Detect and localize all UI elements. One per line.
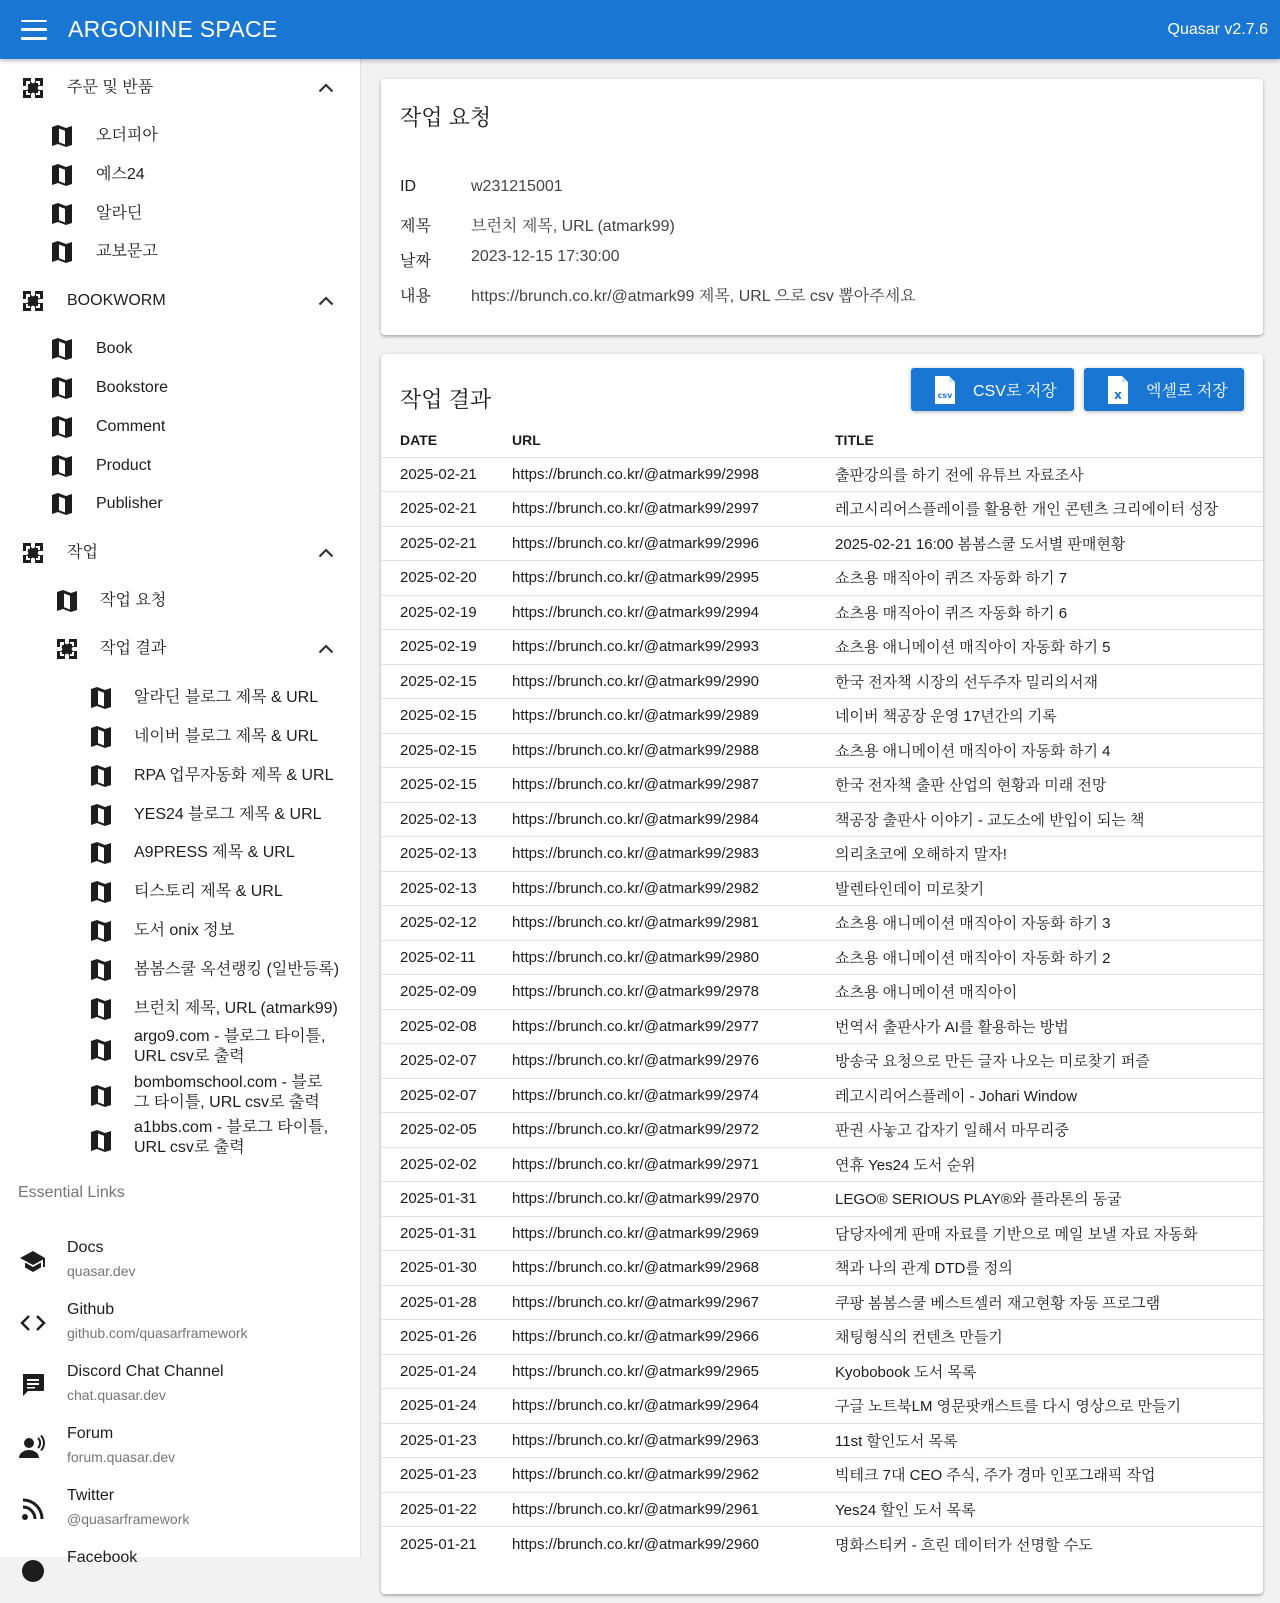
- svg-text:csv: csv: [937, 390, 953, 400]
- drawer-item-1-4-label: Publisher: [96, 495, 163, 513]
- date-cell: 2025-01-22: [381, 1492, 512, 1527]
- url-cell: https://brunch.co.kr/@atmark99/2988: [512, 733, 835, 768]
- url-cell: https://brunch.co.kr/@atmark99/2971: [512, 1147, 835, 1182]
- excel-file-icon: [1106, 375, 1130, 405]
- drawer-item-1-1-label: Bookstore: [96, 379, 169, 396]
- map-icon: [88, 763, 114, 789]
- csv-file-icon: [933, 375, 957, 405]
- date-cell: 2025-02-09: [381, 975, 512, 1010]
- table-row[interactable]: [381, 871, 1263, 906]
- title-cell: 출판강의를 하기 전에 유튜브 자료조사: [835, 457, 1263, 492]
- version-label: Quasar v2.7.6: [1167, 20, 1268, 38]
- title-cell: 쇼츠용 애니메이션 매직아이: [835, 975, 1263, 1010]
- table-row[interactable]: [381, 699, 1263, 734]
- table-row[interactable]: [381, 802, 1263, 837]
- title-cell: 쇼츠용 애니메이션 매직아이 자동화 하기 3: [835, 906, 1263, 941]
- date-cell: 2025-01-31: [381, 1182, 512, 1217]
- map-icon: [49, 239, 75, 265]
- drawer-multiline-item-1[interactable]: [0, 1071, 360, 1117]
- save-excel-label: 엑셀로 저장: [1146, 383, 1228, 400]
- chevron-up-icon[interactable]: [316, 639, 336, 659]
- title-cell: LEGO® SERIOUS PLAY®와 플라톤의 동굴: [835, 1182, 1263, 1217]
- table-row[interactable]: [381, 1285, 1263, 1320]
- essential-link-0[interactable]: [0, 1233, 360, 1293]
- url-cell: https://brunch.co.kr/@atmark99/2960: [512, 1527, 835, 1562]
- drawer-subitem-0[interactable]: [0, 678, 360, 718]
- title-cell: 쇼츠용 매직아이 퀴즈 자동화 하기 7: [835, 561, 1263, 596]
- request-field-value: 브런치 제목, URL (atmark99): [471, 218, 675, 235]
- drawer-item-1-0-label: Book: [96, 340, 133, 358]
- drawer-item-2-0[interactable]: [0, 581, 360, 621]
- title-cell: 쇼츠용 매직아이 퀴즈 자동화 하기 6: [835, 595, 1263, 630]
- map-icon: [88, 1128, 114, 1154]
- table-row[interactable]: [381, 1216, 1263, 1251]
- date-cell: 2025-02-21: [381, 526, 512, 561]
- puzzle-icon: [20, 288, 46, 314]
- table-row[interactable]: [381, 630, 1263, 665]
- drawer-multiline-line1: argo9.com - 블로그 타이틀,: [134, 1028, 326, 1046]
- title-cell: Yes24 할인 도서 목록: [835, 1492, 1263, 1527]
- date-cell: 2025-02-13: [381, 871, 512, 906]
- menu-icon[interactable]: [21, 20, 47, 40]
- request-field-value: w231215001: [471, 178, 563, 195]
- svg-text:x: x: [1114, 387, 1122, 402]
- title-cell: 방송국 요청으로 만든 글자 나오는 미로찾기 퍼즐: [835, 1044, 1263, 1079]
- title-cell: 레고시리어스플레이를 활용한 개인 콘텐츠 크리에이터 성장: [835, 492, 1263, 527]
- title-cell: 책공장 출판사 이야기 - 교도소에 반입이 되는 책: [835, 802, 1263, 837]
- drawer-subitem-2[interactable]: [0, 756, 360, 796]
- map-icon: [88, 1083, 114, 1109]
- drawer-item-0-3-label: 교보문고: [96, 243, 158, 261]
- title-cell: 의리초코에 오해하지 말자!: [835, 837, 1263, 872]
- title-cell: 레고시리어스플레이 - Johari Window: [835, 1078, 1263, 1113]
- request-field-row: [400, 248, 620, 271]
- date-cell: 2025-01-23: [381, 1423, 512, 1458]
- title-cell: 명화스티커 - 흐린 데이터가 선명할 수도: [835, 1527, 1263, 1562]
- public-icon: [19, 1557, 47, 1585]
- table-row[interactable]: [381, 1113, 1263, 1148]
- drawer-subitem-5[interactable]: [0, 872, 360, 912]
- save-excel-button[interactable]: [1084, 368, 1244, 411]
- drawer-group-2[interactable]: [0, 533, 360, 573]
- date-cell: 2025-02-20: [381, 561, 512, 596]
- drawer-subitem-8[interactable]: [0, 989, 360, 1029]
- puzzle-icon: [54, 636, 80, 662]
- essential-link-5[interactable]: [0, 1543, 360, 1603]
- table-row[interactable]: [381, 1458, 1263, 1493]
- table-row[interactable]: [381, 906, 1263, 941]
- map-icon: [49, 123, 75, 149]
- result-card: [381, 354, 1263, 1594]
- table-row[interactable]: [381, 1251, 1263, 1286]
- date-cell: 2025-02-15: [381, 664, 512, 699]
- url-cell: https://brunch.co.kr/@atmark99/2982: [512, 871, 835, 906]
- table-row[interactable]: [381, 1492, 1263, 1527]
- map-icon: [88, 685, 114, 711]
- url-cell: https://brunch.co.kr/@atmark99/2987: [512, 768, 835, 803]
- table-row[interactable]: [381, 526, 1263, 561]
- drawer-subitem-5-label: 티스토리 제목 & URL: [134, 883, 283, 901]
- url-cell: https://brunch.co.kr/@atmark99/2964: [512, 1389, 835, 1424]
- map-icon: [49, 375, 75, 401]
- table-row[interactable]: [381, 768, 1263, 803]
- url-cell: https://brunch.co.kr/@atmark99/2981: [512, 906, 835, 941]
- url-cell: https://brunch.co.kr/@atmark99/2962: [512, 1458, 835, 1493]
- drawer-item-0-1-label: 예스24: [96, 165, 145, 183]
- request-card: [381, 79, 1263, 335]
- request-field-key: ID: [400, 178, 416, 195]
- essential-links-title: Essential Links: [18, 1184, 125, 1201]
- date-cell: 2025-02-02: [381, 1147, 512, 1182]
- date-cell: 2025-01-21: [381, 1527, 512, 1562]
- drawer-item-1-4[interactable]: [0, 484, 360, 524]
- date-cell: 2025-02-07: [381, 1078, 512, 1113]
- map-icon: [88, 879, 114, 905]
- drawer-subitem-6-label: 도서 onix 정보: [134, 922, 235, 939]
- url-cell: https://brunch.co.kr/@atmark99/2963: [512, 1423, 835, 1458]
- essential-link-4[interactable]: [0, 1481, 360, 1541]
- drawer-subitem-1[interactable]: [0, 717, 360, 757]
- essential-link-title: Forum: [67, 1425, 114, 1442]
- table-row[interactable]: [381, 975, 1263, 1010]
- table-row[interactable]: [381, 733, 1263, 768]
- url-cell: https://brunch.co.kr/@atmark99/2994: [512, 595, 835, 630]
- date-cell: 2025-02-19: [381, 595, 512, 630]
- code-icon: [19, 1309, 47, 1337]
- navigation-drawer: [0, 59, 361, 1566]
- title-cell: 쇼츠용 애니메이션 매직아이 자동화 하기 5: [835, 630, 1263, 665]
- date-cell: 2025-02-08: [381, 1009, 512, 1044]
- map-icon: [49, 201, 75, 227]
- drawer-item-0-0-label: 오더피아: [96, 127, 158, 144]
- save-csv-button[interactable]: [911, 368, 1074, 411]
- drawer-group-1-label: BOOKWORM: [67, 292, 166, 310]
- map-icon: [49, 414, 75, 440]
- drawer-group-0[interactable]: [0, 68, 360, 108]
- url-cell: https://brunch.co.kr/@atmark99/2977: [512, 1009, 835, 1044]
- url-cell: https://brunch.co.kr/@atmark99/2998: [512, 457, 835, 492]
- date-cell: 2025-01-24: [381, 1389, 512, 1424]
- url-cell: https://brunch.co.kr/@atmark99/2993: [512, 630, 835, 665]
- chat-icon: [19, 1371, 47, 1399]
- drawer-subitem-4[interactable]: [0, 833, 360, 873]
- rss-icon: [19, 1495, 47, 1523]
- url-cell: https://brunch.co.kr/@atmark99/2983: [512, 837, 835, 872]
- request-field-value: https://brunch.co.kr/@atmark99 제목, URL 으로 csv 뽑아주세요: [471, 288, 916, 305]
- table-header-row: [381, 424, 1263, 457]
- drawer-subitem-6[interactable]: [0, 911, 360, 951]
- essential-link-caption: chat.quasar.dev: [67, 1387, 166, 1403]
- essential-link-title: Facebook: [67, 1549, 138, 1566]
- puzzle-icon: [20, 540, 46, 566]
- result-table: [381, 424, 1263, 1561]
- title-cell: 판권 사놓고 갑자기 일해서 마무리중: [835, 1113, 1263, 1148]
- essential-link-title: Docs: [67, 1239, 104, 1256]
- map-icon: [88, 802, 114, 828]
- drawer-item-1-2[interactable]: [0, 407, 360, 447]
- request-field-row: [400, 178, 563, 196]
- essential-link-title: Discord Chat Channel: [67, 1363, 224, 1380]
- record-voice-icon: [19, 1433, 47, 1461]
- drawer-subitem-8-label: 브런치 제목, URL (atmark99): [134, 999, 338, 1017]
- date-cell: 2025-01-28: [381, 1285, 512, 1320]
- drawer-item-1-3[interactable]: [0, 446, 360, 486]
- drawer-item-1-3-label: Product: [96, 456, 152, 474]
- drawer-group-2-label: 작업: [67, 544, 98, 562]
- drawer-multiline-item-2[interactable]: [0, 1116, 360, 1162]
- drawer-item-2-0-label: 작업 요청: [100, 592, 167, 610]
- url-cell: https://brunch.co.kr/@atmark99/2996: [512, 526, 835, 561]
- date-cell: 2025-02-11: [381, 940, 512, 975]
- url-cell: https://brunch.co.kr/@atmark99/2966: [512, 1320, 835, 1355]
- title-cell: 번역서 출판사가 AI를 활용하는 방법: [835, 1009, 1263, 1044]
- essential-link-caption: github.com/quasarframework: [67, 1325, 248, 1341]
- url-cell: https://brunch.co.kr/@atmark99/2980: [512, 940, 835, 975]
- school-icon: [19, 1247, 47, 1275]
- map-icon: [88, 957, 114, 983]
- title-cell: 쇼츠용 애니메이션 매직아이 자동화 하기 4: [835, 733, 1263, 768]
- drawer-subgroup-label: 작업 결과: [100, 640, 167, 658]
- map-icon: [49, 453, 75, 479]
- drawer-subitem-2-label: RPA 업무자동화 제목 & URL: [134, 766, 334, 784]
- date-cell: 2025-02-21: [381, 457, 512, 492]
- drawer-subitem-7[interactable]: [0, 950, 360, 990]
- app-title: ARGONINE SPACE: [68, 16, 278, 42]
- drawer-subitem-1-label: 네이버 블로그 제목 & URL: [134, 728, 319, 745]
- title-cell: 쇼츠용 애니메이션 매직아이 자동화 하기 2: [835, 940, 1263, 975]
- date-cell: 2025-02-12: [381, 906, 512, 941]
- title-cell: 책과 나의 관계 DTD를 정의: [835, 1251, 1263, 1286]
- table-row[interactable]: [381, 1078, 1263, 1113]
- map-icon: [49, 162, 75, 188]
- request-field-key: 날짜: [400, 253, 431, 270]
- drawer-multiline-line1: a1bbs.com - 블로그 타이틀,: [134, 1119, 329, 1136]
- table-row[interactable]: [381, 1423, 1263, 1458]
- title-cell: 한국 전자책 출판 산업의 현황과 미래 전망: [835, 768, 1263, 803]
- title-cell: 빅테크 7대 CEO 주식, 주가 경마 인포그래픽 작업: [835, 1458, 1263, 1493]
- date-cell: 2025-01-24: [381, 1354, 512, 1389]
- title-cell: 2025-02-21 16:00 봄봄스쿨 도서별 판매현황: [835, 526, 1263, 561]
- url-cell: https://brunch.co.kr/@atmark99/2978: [512, 975, 835, 1010]
- drawer-item-0-3[interactable]: [0, 232, 360, 272]
- date-cell: 2025-01-26: [381, 1320, 512, 1355]
- request-field-value: 2023-12-15 17:30:00: [471, 248, 620, 265]
- table-row[interactable]: [381, 1044, 1263, 1079]
- title-cell: 채팅형식의 컨텐츠 만들기: [835, 1320, 1263, 1355]
- date-cell: 2025-02-05: [381, 1113, 512, 1148]
- table-row[interactable]: [381, 595, 1263, 630]
- title-cell: Kyobobook 도서 목록: [835, 1354, 1263, 1389]
- drawer-subitem-7-label: 봄봄스쿨 옥션랭킹 (일반등록): [134, 960, 340, 978]
- title-cell: 발렌타인데이 미로찾기: [835, 871, 1263, 906]
- url-cell: https://brunch.co.kr/@atmark99/2995: [512, 561, 835, 596]
- map-icon: [88, 918, 114, 944]
- url-cell: https://brunch.co.kr/@atmark99/2974: [512, 1078, 835, 1113]
- column-header-title[interactable]: TITLE: [835, 432, 874, 449]
- drawer-item-0-2[interactable]: [0, 194, 360, 234]
- essential-link-caption: quasar.dev: [67, 1263, 136, 1279]
- date-cell: 2025-02-15: [381, 768, 512, 803]
- title-cell: 담당자에게 판매 자료를 기반으로 메일 보낼 자료 자동화: [835, 1216, 1263, 1251]
- url-cell: https://brunch.co.kr/@atmark99/2972: [512, 1113, 835, 1148]
- app-header: [0, 0, 1280, 59]
- date-cell: 2025-02-21: [381, 492, 512, 527]
- essential-link-title: Twitter: [67, 1487, 115, 1504]
- map-icon: [88, 840, 114, 866]
- drawer-multiline-line1: bombomschool.com - 블로: [134, 1073, 323, 1091]
- url-cell: https://brunch.co.kr/@atmark99/2976: [512, 1044, 835, 1079]
- drawer-subitem-3-label: YES24 블로그 제목 & URL: [134, 805, 322, 823]
- url-cell: https://brunch.co.kr/@atmark99/2989: [512, 699, 835, 734]
- table-row[interactable]: [381, 561, 1263, 596]
- drawer-item-1-2-label: Comment: [96, 417, 166, 435]
- url-cell: https://brunch.co.kr/@atmark99/2970: [512, 1182, 835, 1217]
- title-cell: 쿠팡 봄봄스쿨 베스트셀러 재고현황 자동 프로그램: [835, 1285, 1263, 1320]
- date-cell: 2025-01-31: [381, 1216, 512, 1251]
- drawer-item-0-1[interactable]: [0, 155, 360, 195]
- map-icon: [49, 336, 75, 362]
- table-row[interactable]: [381, 457, 1263, 492]
- table-row[interactable]: [381, 1389, 1263, 1424]
- title-cell: 구글 노트북LM 영문팟캐스트를 다시 영상으로 만들기: [835, 1389, 1263, 1424]
- drawer-multiline-item-0[interactable]: [0, 1025, 360, 1071]
- drawer-subitem-4-label: A9PRESS 제목 & URL: [134, 844, 295, 862]
- date-cell: 2025-02-13: [381, 837, 512, 872]
- map-icon: [88, 996, 114, 1022]
- url-cell: https://brunch.co.kr/@atmark99/2961: [512, 1492, 835, 1527]
- date-cell: 2025-02-15: [381, 733, 512, 768]
- date-cell: 2025-01-30: [381, 1251, 512, 1286]
- table-row[interactable]: [381, 1320, 1263, 1355]
- table-row[interactable]: [381, 940, 1263, 975]
- essential-link-caption: forum.quasar.dev: [67, 1449, 176, 1465]
- table-row[interactable]: [381, 1527, 1263, 1562]
- request-field-row: [400, 283, 916, 306]
- essential-link-3[interactable]: [0, 1419, 360, 1479]
- map-icon: [88, 1037, 114, 1063]
- table-row[interactable]: [381, 1147, 1263, 1182]
- drawer-subitem-0-label: 알라딘 블로그 제목 & URL: [134, 689, 319, 707]
- title-cell: 연휴 Yes24 도서 순위: [835, 1147, 1263, 1182]
- url-cell: https://brunch.co.kr/@atmark99/2969: [512, 1216, 835, 1251]
- table-row[interactable]: [381, 1182, 1263, 1217]
- table-row[interactable]: [381, 1009, 1263, 1044]
- drawer-multiline-line2: URL csv로 출력: [134, 1139, 245, 1156]
- drawer-group-1[interactable]: [0, 281, 360, 321]
- essential-link-title: Github: [67, 1301, 115, 1318]
- date-cell: 2025-02-19: [381, 630, 512, 665]
- title-cell: 11st 할인도서 목록: [835, 1423, 1263, 1458]
- url-cell: https://brunch.co.kr/@atmark99/2965: [512, 1354, 835, 1389]
- result-title: 작업 결과: [400, 387, 492, 412]
- chevron-up-icon[interactable]: [316, 291, 336, 311]
- title-cell: 한국 전자책 시장의 선두주자 밀리의서재: [835, 664, 1263, 699]
- chevron-up-icon[interactable]: [316, 543, 336, 563]
- puzzle-icon: [20, 75, 46, 101]
- map-icon: [49, 491, 75, 517]
- drawer-subitem-3[interactable]: [0, 795, 360, 835]
- request-field-key: 내용: [400, 288, 431, 305]
- drawer-multiline-line2: 그 타이틀, URL csv로 출력: [134, 1093, 320, 1111]
- request-field-row: [400, 213, 675, 236]
- title-cell: 네이버 책공장 운영 17년간의 기록: [835, 699, 1263, 734]
- url-cell: https://brunch.co.kr/@atmark99/2967: [512, 1285, 835, 1320]
- url-cell: https://brunch.co.kr/@atmark99/2997: [512, 492, 835, 527]
- chevron-up-icon[interactable]: [316, 78, 336, 98]
- url-cell: https://brunch.co.kr/@atmark99/2990: [512, 664, 835, 699]
- essential-link-1[interactable]: [0, 1295, 360, 1355]
- url-cell: https://brunch.co.kr/@atmark99/2984: [512, 802, 835, 837]
- drawer-group-0-label: 주문 및 반품: [67, 79, 154, 96]
- drawer-item-0-0[interactable]: [0, 116, 360, 156]
- table-row[interactable]: [381, 837, 1263, 872]
- request-title: 작업 요청: [400, 105, 492, 130]
- table-row[interactable]: [381, 664, 1263, 699]
- drawer-item-0-2-label: 알라딘: [96, 204, 143, 222]
- date-cell: 2025-02-07: [381, 1044, 512, 1079]
- date-cell: 2025-02-13: [381, 802, 512, 837]
- table-row[interactable]: [381, 1354, 1263, 1389]
- request-field-key: 제목: [400, 218, 431, 235]
- url-cell: https://brunch.co.kr/@atmark99/2968: [512, 1251, 835, 1286]
- date-cell: 2025-02-15: [381, 699, 512, 734]
- drawer-multiline-line2: URL csv로 출력: [134, 1048, 245, 1066]
- drawer-subgroup[interactable]: [0, 629, 360, 669]
- column-header-url[interactable]: URL: [512, 432, 541, 449]
- essential-link-caption: @quasarframework: [67, 1511, 190, 1527]
- map-icon: [88, 724, 114, 750]
- drawer-item-1-0[interactable]: [0, 329, 360, 369]
- column-header-date[interactable]: DATE: [400, 432, 438, 449]
- table-row[interactable]: [381, 492, 1263, 527]
- save-csv-label: CSV로 저장: [973, 383, 1057, 400]
- drawer-item-1-1[interactable]: [0, 368, 360, 408]
- date-cell: 2025-01-23: [381, 1458, 512, 1493]
- essential-link-2[interactable]: [0, 1357, 360, 1417]
- map-icon: [54, 588, 80, 614]
